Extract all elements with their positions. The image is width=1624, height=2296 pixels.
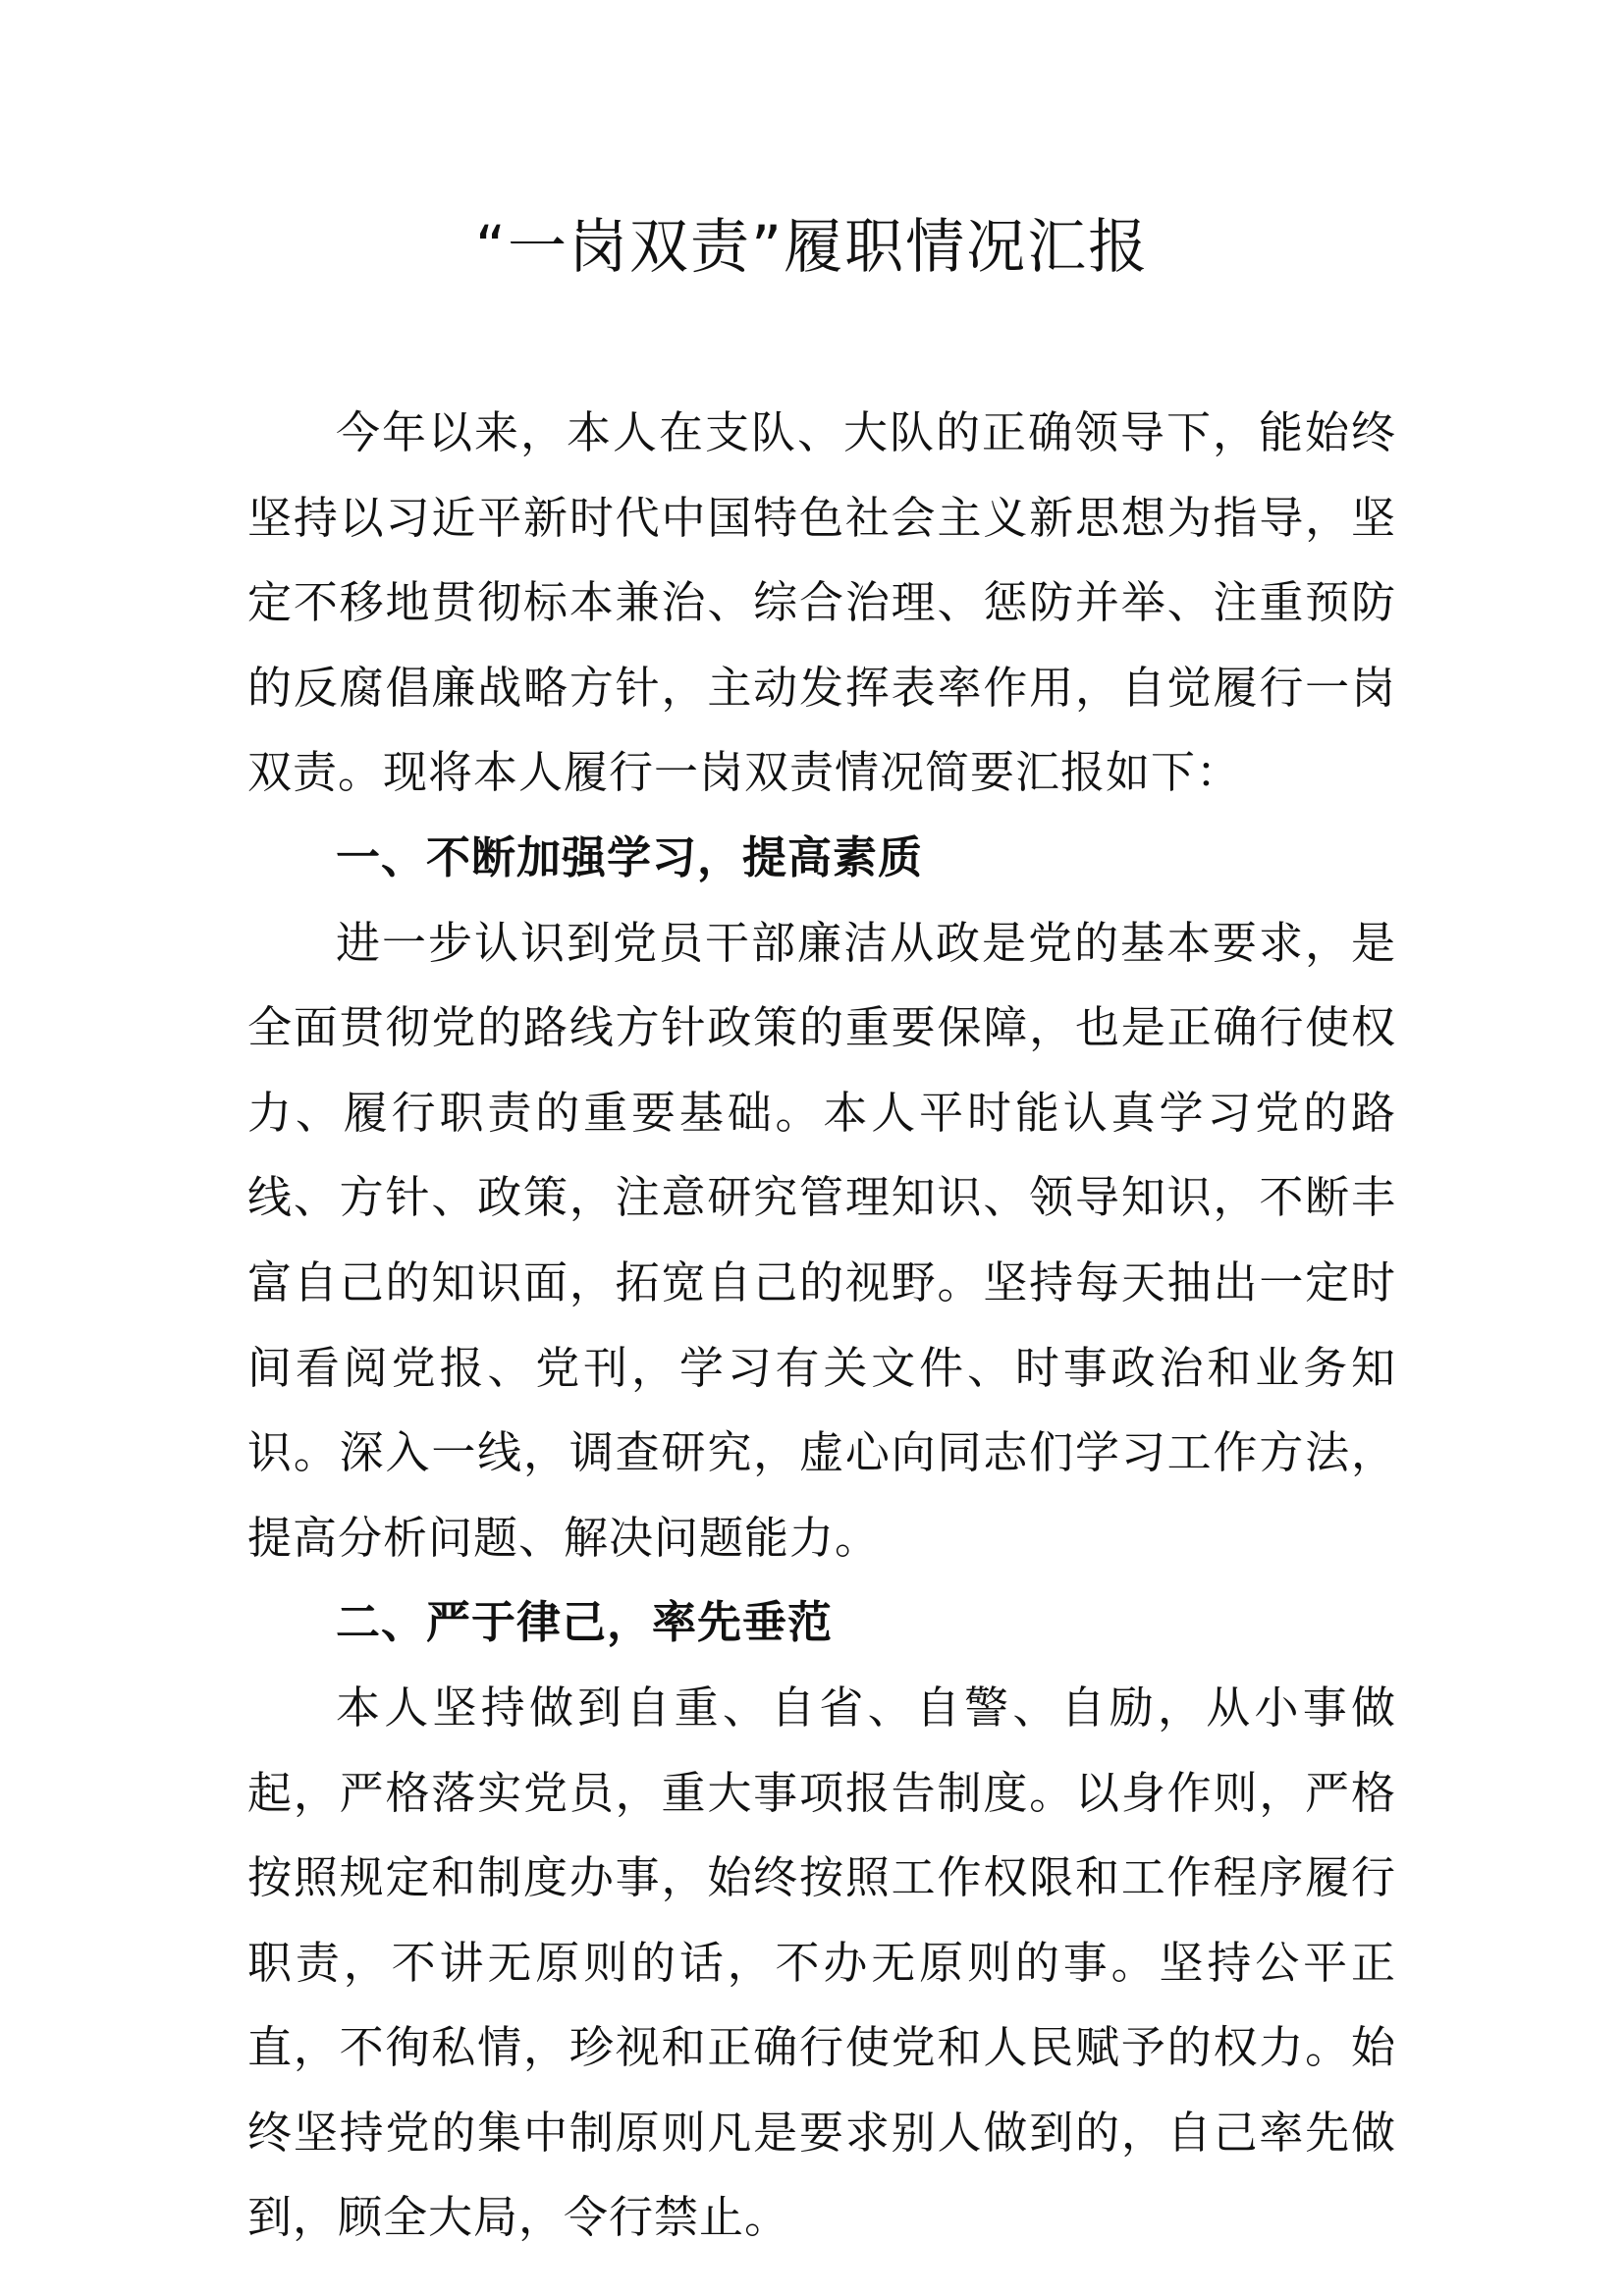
document-body [247, 391, 1396, 2261]
page-title: “一岗双责”履职情况汇报 [474, 213, 1150, 282]
section-2-paragraph: 本人坚持做到自重、自省、自警、自励，从小事做起，严格落实党员，重大事项报告制度。以身作则，严格按照规定和制度办事，始终按照工作权限和工作程序履行职责，不讲无原则的话，不办无原则的事。坚持公平正直，不徇私情，珍视和正确行使党和人民赋予的权力。始终坚持党的集中制原则凡是要求别人做到的，自己率先做到，顾全大局，令行禁止。 [247, 1681, 1396, 2244]
section-1-paragraph: 进一步认识到党员干部廉洁从政是党的基本要求，是全面贯彻党的路线方针政策的重要保障，也是正确行使权力、履行职责的重要基础。本人平时能认真学习党的路线、方针、政策，注意研究管理知识、领导知识，不断丰富自己的知识面，拓宽自己的视野。坚持每天抽出一定时间看阅党报、党刊，学习有关文件、时事政治和业务知识。深入一线，调查研究，虚心向同志们学习工作方法，提高分析问题、解决问题能力。 [247, 916, 1396, 1564]
section-1-heading: 一、不断加强学习，提高素质 [336, 830, 924, 883]
section-2-heading: 二、严于律己，率先垂范 [336, 1596, 834, 1649]
intro-paragraph: 今年以来，本人在支队、大队的正确领导下，能始终坚持以习近平新时代中国特色社会主义新思想为指导，坚定不移地贯彻标本兼治、综合治理、惩防并举、注重预防的反腐倡廉战略方针，主动发挥表率作用，自觉履行一岗双责。现将本人履行一岗双责情况简要汇报如下： [247, 406, 1396, 799]
